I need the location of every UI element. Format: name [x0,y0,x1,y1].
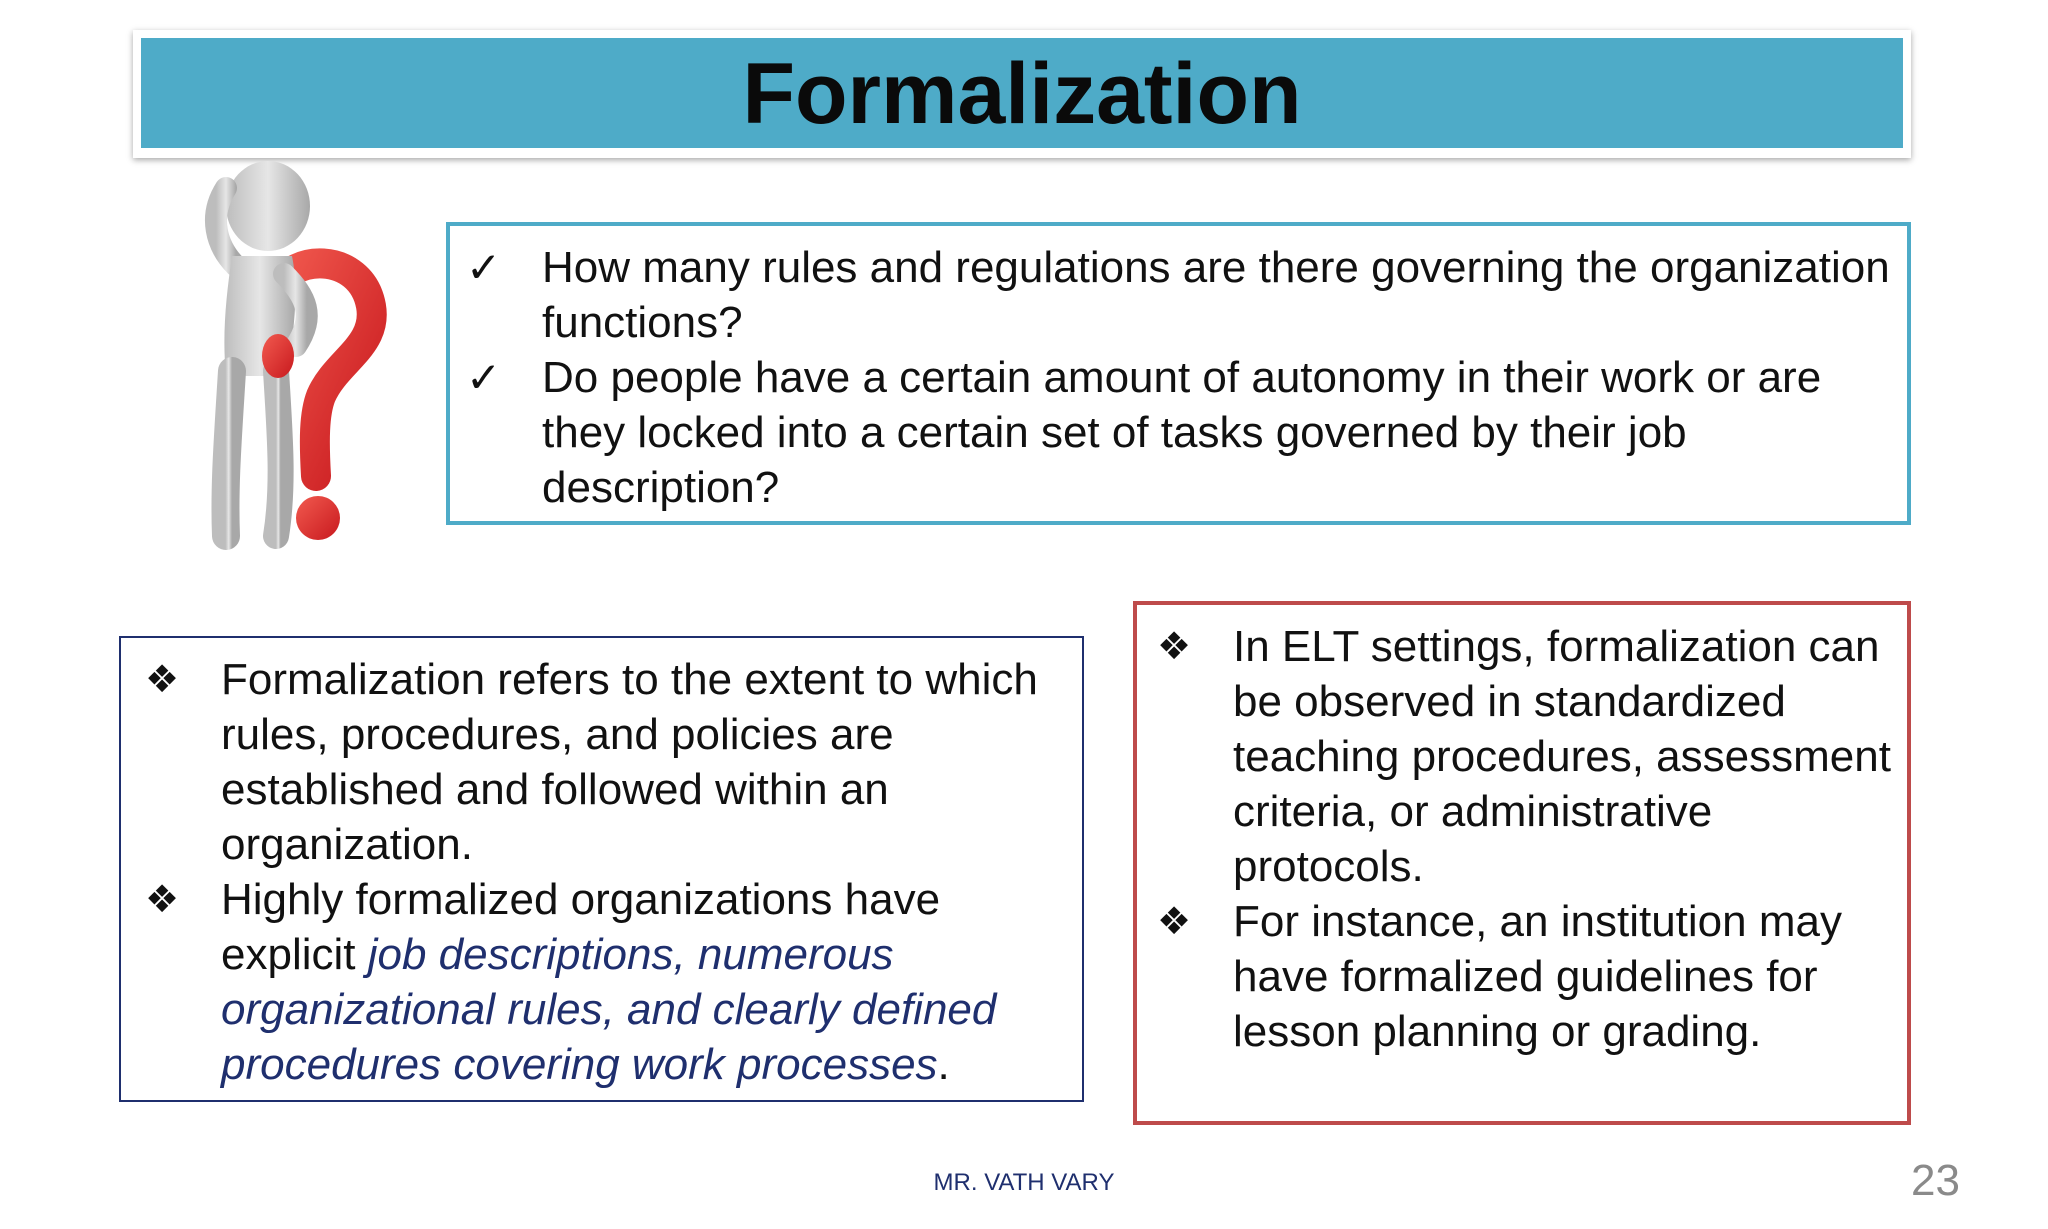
text-prefix: Highly formalized organizations have explicit [221,875,941,979]
definition-text [221,872,1066,1092]
diamond-bullet-icon: ❖ [145,877,180,921]
slide-title: Formalization [742,46,1302,142]
list-item [1157,619,1891,894]
elt-box [1133,601,1911,1125]
definition-box [119,636,1084,1102]
diamond-bullet-icon: ❖ [1157,624,1192,668]
diamond-bullet-icon: ❖ [145,657,180,701]
list-item [145,652,1066,872]
list-item [466,350,1891,515]
thinking-person-with-question-mark-icon [196,156,416,556]
elt-text: For instance, an institution may have formalized guidelines for lesson planning or grading. [1233,897,1842,1056]
definition-text: Formalization refers to the extent to which rules, procedures, and policies are established and followed within an organization. [221,655,1038,869]
elt-text: In ELT settings, formalization can be observed in standardized teaching procedures, assessment criteria, or administrative protocols. [1233,622,1891,891]
emphasized-text: job descriptions, numerous organizational rules, and clearly defined procedures covering work processes [221,930,997,1089]
checkmark-icon: ✓ [466,243,502,292]
title-banner [133,30,1911,158]
list-item [145,872,1066,1092]
text-suffix: . [937,1040,950,1089]
page-number: 23 [1911,1156,1960,1205]
diamond-bullet-icon: ❖ [1157,899,1192,943]
list-item [1157,894,1891,1059]
question-text: How many rules and regulations are there governing the organization functions? [542,243,1890,347]
title-bar [141,38,1903,148]
questions-box [446,222,1911,525]
checkmark-icon: ✓ [466,353,502,402]
question-text: Do people have a certain amount of autonomy in their work or are they locked into a certain set of tasks governed by their job description? [542,353,1822,512]
list-item [466,240,1891,350]
footer-author: MR. VATH VARY [933,1169,1115,1196]
